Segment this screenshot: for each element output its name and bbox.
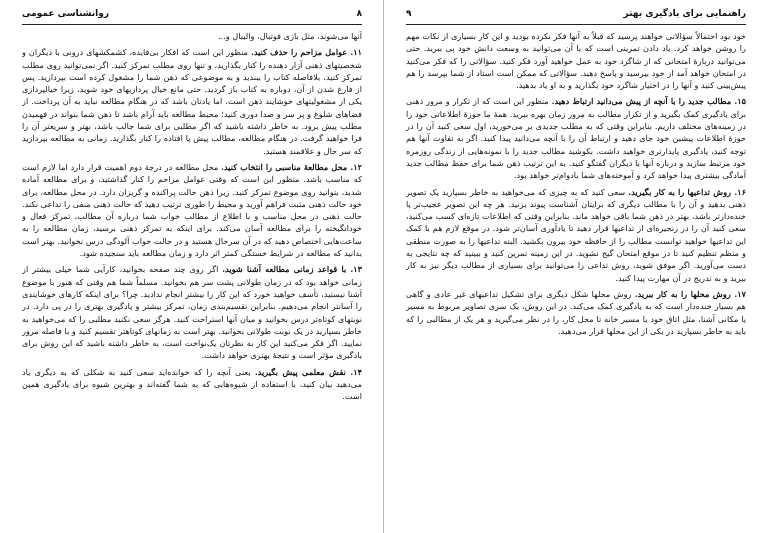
paragraph-lead: ۱۶. روش تداعیها را به کار بگیرید. (628, 186, 746, 197)
left-header-title: روانشناسی عمومی (22, 9, 110, 19)
paragraph-text: محل مطالعه در درجهٔ دوم اهمیت قرار دارد اما لازم است که مناسب باشد. منظور این است که وقتی عوامل مزاحم را کنار گذاشتید، و برای مطالعه آماده شدید، بتوانید روی موضوع تمرکز کنید. زیرا ذهن حالت پراکنده و گریزان دارد. در محل مطالعه، برای خود حالت ذهنی مثبت فراهم آورید و محیط را طوری ترتیب دهید که حالت ذهنی منفی را تداعی نکند. حالت ذهنی در محل مناسب و با اطلاع از مطالب خواب شما درباره آن مطالب، تمرکز فعال و خودانگیخته را برای مطالعه آسان می‌کند. برای اینکه به تمرکز ذهنی برسید، زمان مطالعه را به ساعت‌هایی اختصاص دهید که در آن سرحال هستید و در حالت خواب آلودگی درس نخوانید. بهتر است بدانید که مطالعه در شرایط خستگی کمتر اثر دارد و زمان مطالعه باید سنجیده شود. (22, 161, 362, 259)
paragraph-lead: ۱۴. نقش معلمی پیش بگیرید. (254, 366, 362, 377)
paragraph-lead: ۱۵. مطالب جدید را با آنچه از پیش می‌دانید ارتباط دهید. (551, 96, 746, 107)
paragraph-text: روش محلها شکل دیگری برای تشکیل تداعیهای غیر عادی و گاهی هم بسیار خنده‌دار است که به یادگیری کمک می‌کند. در این روش، یک سری تصاویر مربوط به مسیر یا مکانی آشنا، مثل اتاق خود یا مسیر خانه تا محل کار، را در نظر می‌گیرید و هر یک از مطالبی را که باید به خاطر بسپارید در یکی از این محلها قرار می‌دهید. (406, 288, 746, 336)
paragraph (22, 161, 362, 259)
left-page-number: ۸ (356, 9, 362, 19)
paragraph-text: منظور این است که افکار بی‌فایده، کشمکشهای درونی با دیگران و شخصیتهای ذهنی آزار دهنده را کنار بگذارید، و تنها روی مطلب تمرکز کنید. اگر نمی‌توانید روی مطلب تمرکز کنید، بلافاصله کتاب را ببندید و به موضوعی که ذهن شما را مشغول کرده است بپردازید. پس از فارغ شدن از آن، دوباره به کتاب باز گردید. حتی مانع خیال پردازیهای خود شوید، زیرا خیالپردازی یکی از مشغولیتهای خوشایند ذهن است. اما یادتان باشد که در هنگام مطالعه نباید به آن پرداخت. از فضاهای شلوغ و پر سر و صدا دوری کنید؛ محیط مطالعه باید آرام باشد تا ذهن شما بتواند در فهمیدن مطلب پیش برود. به خاطر داشته باشید که اگر مطلبی برای شما جالب باشد، بهتر و سریعتر آن را فرا خواهید گرفت. در هنگام مطالعه، مطالب پیش پا افتاده را کنار بگذارید. زمانی به مطالعه بپردازید که سر حال و علاقمند هستید. (22, 47, 362, 156)
right-page-number: ۹ (406, 9, 412, 19)
paragraph-lead: ۱۱. عوامل مزاحم را حذف کنید. (250, 47, 362, 58)
paragraph-text: اگر روی چند صفحه بخوانید، کارآیی شما خیلی بیشتر از زمانی خواهد بود که در زمان طولانی پشت سر هم بخوانید. مسلماً شما هم وقتی که هنوز با موضوع آشنا نیستید، تأسف خواهید خورد که این کار را بیشتر انجام ندادید. چرا؟ برای اینکه کارهای خوشایندی را آسانتر انجام می‌دهیم. بنابراین تقسیم‌بندی زمان، تمرکز بیشتر و یادگیری بهتری را در پی دارد. در نوبتهای کوتاه‌تر درس بخوانید و میان آنها استراحت کنید. هرگز سعی نکنید مطلبی را که می‌خواهید به خاطر بسپارید در یک نوبت طولانی بخوانید. بهتر است به زمانهای کوتاهتر تقسیم کنید و با فاصله مرور نمایید. اگر فکر می‌کنید این کار به نظرتان یک‌نواخت است، به خاطر داشته باشید که این روش برای یادگیری مؤثر است و نتیجهٔ بهتری خواهد داشت. (22, 264, 362, 361)
paragraph-lead: ۱۷. روش محلها را به کار ببرید. (634, 288, 746, 299)
paragraph (22, 46, 362, 157)
paragraph (406, 186, 746, 284)
paragraph-text: منظور این است که از تکرار و مرور ذهنی برای یادگیری کمک بگیرید و از تکرار مطالب به مرور زمان بهره ببرید. همهٔ ما حوزهٔ اطلاعاتی خود را در زمینه‌های مختلف داریم. بنابراین وقتی که به مطلب جدیدی بر می‌خورید، اول سعی کنید آن را در حوزهٔ اطلاعات پیشین خود جای دهید و ارتباط آن را با آنچه می‌دانید پیدا کنید. اگر به تفاوت آنها هم توجه کنید، یادگیری پایدارتری خواهید داشت. بکوشید مطالب جدید را با نمونه‌هایی از زندگی روزمره خود مرتبط سازید و درباره آنها با دیگران گفتگو کنید. به این ترتیب ذهن شما برای حفظ مطالب جدید آمادگی بیشتری پیدا خواهد کرد و آموخته‌های شما بادوام‌تر خواهد بود. (406, 96, 746, 181)
left-page-header (22, 6, 362, 22)
paragraph-lead: ۱۲. محل مطالعهٔ مناسبی را انتخاب کنید. (221, 161, 362, 172)
right-page-header (406, 6, 746, 22)
right-header-title: راهنمایی برای یادگیری بهتر (623, 9, 746, 19)
right-header-rule (406, 24, 746, 25)
paragraph (406, 95, 746, 181)
paragraph-lead: ۱۳. با قواعد زمانی مطالعه آشنا شوید. (222, 264, 362, 275)
left-header-rule (22, 24, 362, 25)
right-page-body (406, 30, 746, 527)
paragraph-text: آنها می‌شوند، مثل بازی فوتبال، والیبال و... (218, 31, 362, 41)
paragraph-text: یعنی آنچه را که خوانده‌اید سعی کنید به شکلی که به دیگری یاد می‌دهید بیان کنید، با استفاده از شیوه‌هایی که به شما گفته‌اند و بهترین شیوه برای یادگیری همین است. (22, 366, 362, 402)
paragraph-text: خود بود احتمالاً سؤالاتی خواهند پرسید که قبلاً به آنها فکر نکرده بودید و این کار بسیاری از نکات مهم را روشن خواهد کرد. یاد دادن تمرینی است که با آن می‌توانید به وسعت دانش خود پی ببرید. حتی می‌توانید دربارهٔ امتحانی که از شاگرد خود به عمل خواهید آورد فکر کنید. سؤالاتی را که فکر می‌کنید در امتحان خواهد آمد از خود بپرسید و پاسخ دهید. سؤالاتی که ممکن است استاد از شما بپرسد را هم پیش‌بینی کنید و آنها را در اختیار شاگرد خود بگذارید و به او یاد بدهید. (406, 31, 746, 91)
right-page (384, 0, 768, 533)
paragraph (406, 30, 746, 91)
paragraph (406, 288, 746, 337)
paragraph-text: سعی کنید که به چیزی که می‌خواهید به خاطر بسپارید یک تصویر ذهنی بدهید و آن را با مطالب دیگری که برایتان آشناست پیوند بزنید. هر چه این تصویر عجیب‌تر یا خنده‌دارتر باشد، بهتر در ذهن شما باقی خواهد ماند. بنابراین وقتی که اطلاعات تازه‌ای کسب می‌کنید، سعی کنید آن را در زنجیره‌ای از تداعیها قرار دهید تا یادآوری آسان‌تر شود. در موقع لازم هم با کمک این تداعیها خواهید توانست مطالب را از حافظه خود بیرون بکشید. البته تداعیها را به صورت منطقی و منظم تنظیم کنید تا در موقع امتحان گیج نشوید. در این زمینه تمرین کنید و ببینید که چه نتایجی به دست می‌آورید. اگر موفق شوید، روش تداعی را می‌توانید برای بسیاری از مطالب دیگر نیز به کار ببرید و به تدریج در آن مهارت پیدا کنید. (406, 186, 746, 283)
paragraph (22, 263, 362, 361)
paragraph (22, 30, 362, 42)
paragraph (22, 366, 362, 403)
left-page-body (22, 30, 362, 527)
